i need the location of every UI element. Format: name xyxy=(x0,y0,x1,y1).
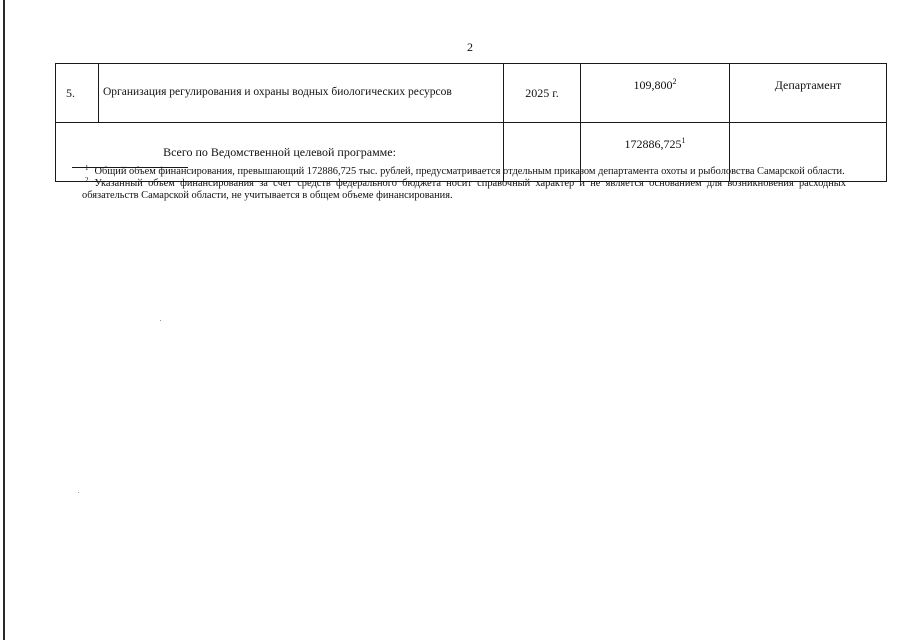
footnotes-block xyxy=(82,163,846,202)
footnote-1 xyxy=(82,163,846,178)
total-amount-value: 172886,725 xyxy=(624,137,682,151)
page-number: 2 xyxy=(467,40,473,54)
total-amount-footnote-ref: 1 xyxy=(681,136,686,145)
item-amount-cell xyxy=(581,64,730,123)
item-year-cell: 2025 г. xyxy=(504,64,581,123)
item-name-cell: Организация регулирования и охраны водных биологических ресурсов xyxy=(99,64,504,123)
item-number-cell: 5. xyxy=(56,64,99,123)
footnote-1-marker: 1 xyxy=(85,163,89,172)
footnote-2-text: Указанный объем финансирования за счет средств федерального бюджета носит справочный характер и не является основанием для возникновения расходных обязательств Самарской области, не учитывается в общем объеме финансирования. xyxy=(82,178,846,201)
total-label-cell: Всего по Ведомственной целевой программе: xyxy=(56,123,504,182)
item-amount-value: 109,800 xyxy=(633,78,673,92)
footnote-2 xyxy=(82,175,846,202)
scan-speck xyxy=(160,320,161,321)
scan-speck xyxy=(78,492,79,493)
scan-left-edge-line xyxy=(3,0,5,640)
item-amount-footnote-ref: 2 xyxy=(672,77,677,86)
footnote-1-text: Общий объем финансирования, превышающий 172886,725 тыс. рублей, предусматривается отдельным приказом департамента охоты и рыболовства Самарской области. xyxy=(94,166,845,177)
table-row-item-5 xyxy=(56,64,887,123)
item-department-cell: Департамент xyxy=(730,64,887,123)
program-funding-table xyxy=(55,63,887,182)
footnote-2-marker: 2 xyxy=(85,175,89,184)
